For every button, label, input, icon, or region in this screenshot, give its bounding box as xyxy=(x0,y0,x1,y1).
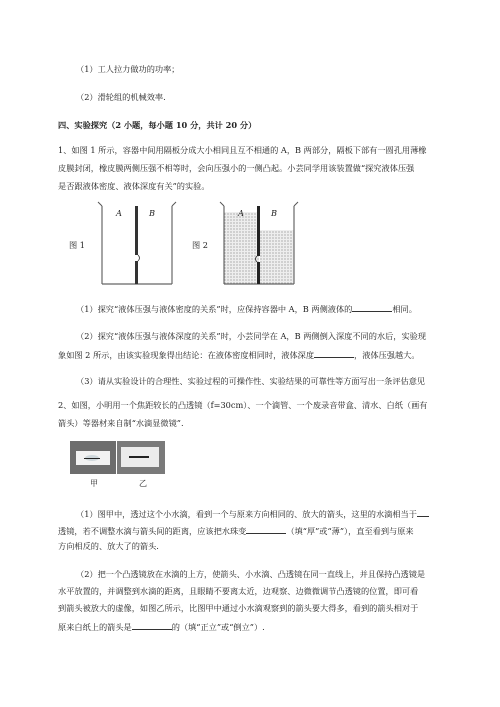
figure-2-label-a: A xyxy=(238,208,244,218)
previous-item-2: （2）滑轮组的机械效率. xyxy=(76,92,166,102)
previous-item-1: （1）工人拉力做功的功率； xyxy=(76,64,180,74)
q2-sub2-line-1: （2）把一个凸透镜放在水滴的上方，使箭头、小水滴、凸透镜在同一直线上，并且保持凸透镜是 xyxy=(76,569,426,579)
q1-paragraph-line-2: 皮膜封闭，橡皮膜两侧压强不相等时，会向压强小的一侧凸起。小芸同学用该装置做“探究液体压强 xyxy=(58,163,415,173)
q1-sub2-answer-blank[interactable] xyxy=(314,348,354,358)
photo-jia xyxy=(70,441,116,474)
q2-paragraph-line-2: 箭头）等器材来自制“水滴显微镜”. xyxy=(58,418,184,428)
figure-1-label-a: A xyxy=(116,208,122,218)
figure-2-label: 图 2 xyxy=(192,240,208,250)
q2-paragraph-line-1: 2、如图，小明用一个焦距较长的凸透镜（f=30cm）、一个滴管、一个废录音带盒、清水、白纸（画有 xyxy=(58,400,428,410)
q1-sub2-text-end: ，液体压强越大。 xyxy=(354,350,420,360)
q2-sub2-text-4: 原来白纸上的箭头是 xyxy=(58,622,132,632)
q1-paragraph-line-1: 1、如图 1 所示，容器中间用隔板分成大小相同且互不相通的 A，B 两部分，隔板下部有一圆孔用薄橡 xyxy=(58,145,427,155)
q1-sub2-text: 象如图 2 所示，由该实验现象得出结论：在液体密度相同时，液体深度 xyxy=(58,350,315,360)
photo-jia-label: 甲 xyxy=(90,479,98,488)
q2-sub2-line-3: 到箭头被放大的虚像，如图乙所示，比图甲中通过小水滴观察到的箭头要大得多，看到的箭头相对于 xyxy=(58,603,419,613)
q2-sub2-text-4-end: 的（填“正立”或“倒立”）. xyxy=(171,622,265,632)
q2-sub2-answer-blank[interactable] xyxy=(132,620,172,630)
q1-sub1 xyxy=(76,302,417,315)
q1-paragraph-line-3: 是否跟液体密度、液体深度有关”的实验。 xyxy=(58,181,210,191)
q1-sub1-text-end: 相同。 xyxy=(392,304,417,314)
q2-sub2-line-2: 水平放置的，并调整到水滴的距离，且眼睛不要离太近，边观察、边微微调节凸透镜的位置，即可看 xyxy=(58,586,419,596)
q2-sub1-line-2 xyxy=(58,524,414,537)
q2-sub1-line-3: 方向相反的、放大了的箭头. xyxy=(58,541,159,551)
q1-sub2-line-1: （2）探究“液体压强与液体深度的关系”时，小芸同学在 A，B 两侧倒入深度不同的水后，实验现 xyxy=(76,331,427,341)
figure-1-label: 图 1 xyxy=(69,240,85,250)
q2-sub1-text: （1）图甲中，透过这个小水滴，看到一个与原来方向相同的、放大的箭头，这里的水滴相当于 xyxy=(76,509,417,519)
q2-sub1-line-1 xyxy=(76,507,429,520)
q2-sub1-answer-blank-2[interactable] xyxy=(246,524,286,534)
figure-2-label-b: B xyxy=(271,208,278,218)
figure-1-label-b: B xyxy=(149,208,156,218)
q2-sub1-answer-blank-1[interactable] xyxy=(417,507,429,517)
q2-sub1-text-2-end: （填“厚”或“薄”），直至看到与原来 xyxy=(286,526,414,536)
section-heading: 四、实验探究（2 小题，每小题 10 分，共计 20 分） xyxy=(58,120,257,130)
photo-yi xyxy=(117,441,165,474)
photo-yi-label: 乙 xyxy=(139,479,147,488)
q1-sub1-answer-blank[interactable] xyxy=(352,302,392,312)
q2-sub1-text-2: 透镜，若不调整水滴与箭头间的距离，应该把水珠变 xyxy=(58,526,247,536)
q2-sub2-line-4 xyxy=(58,620,265,633)
figure-1-container-diagram xyxy=(96,198,178,288)
q1-sub3: （3）请从实验设计的合理性、实验过程的可操作性、实验结果的可靠性等方面写出一条评估意见 xyxy=(76,376,426,386)
q1-sub1-text: （1）探究“液体压强与液体密度的关系”时，应保持容器中 A，B 两侧液体的 xyxy=(76,304,353,314)
figure-2-container-diagram xyxy=(218,198,300,288)
q1-sub2-line-2 xyxy=(58,348,420,361)
